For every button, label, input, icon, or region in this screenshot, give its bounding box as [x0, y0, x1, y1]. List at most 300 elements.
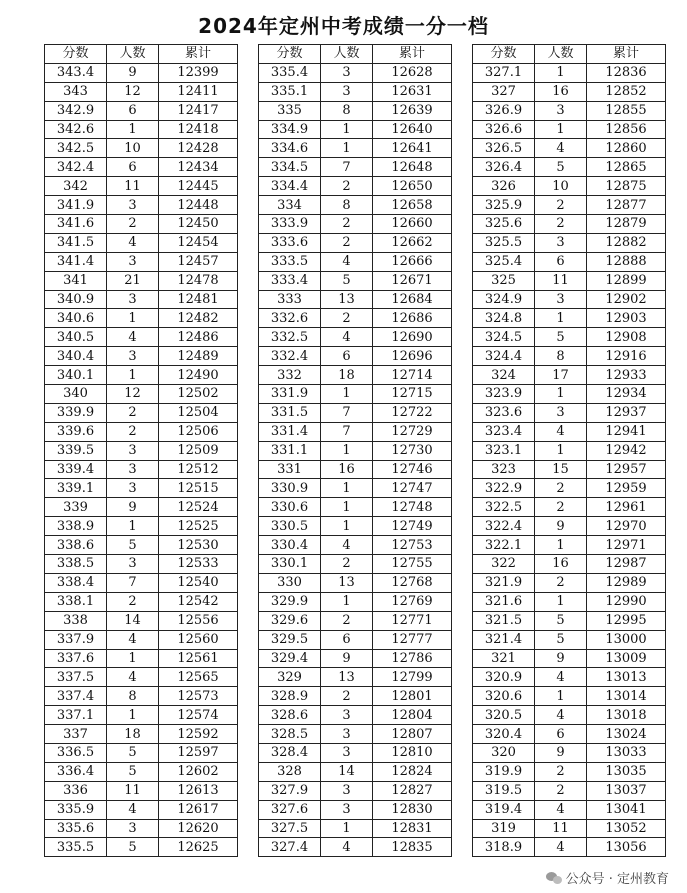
cell-cumulative: 13009: [587, 649, 666, 668]
cell-count: 3: [535, 233, 587, 252]
cell-cumulative: 13018: [587, 706, 666, 725]
cell-count: 5: [535, 630, 587, 649]
table-row: [45, 347, 238, 366]
cell-count: 10: [535, 177, 587, 196]
cell-cumulative: 12597: [159, 743, 238, 762]
table-row: [45, 819, 238, 838]
cell-cumulative: 12399: [159, 63, 238, 82]
cell-cumulative: 12620: [159, 819, 238, 838]
cell-cumulative: 12530: [159, 536, 238, 555]
table-row: [473, 762, 666, 781]
cell-cumulative: 12933: [587, 366, 666, 385]
cell-cumulative: 12755: [373, 555, 452, 574]
table-row: [259, 838, 452, 857]
cell-count: 2: [535, 781, 587, 800]
cell-count: 13: [321, 290, 373, 309]
cell-count: 10: [107, 139, 159, 158]
cell-score: 333.5: [259, 252, 321, 271]
cell-cumulative: 12748: [373, 498, 452, 517]
cell-count: 9: [107, 498, 159, 517]
cell-cumulative: 12411: [159, 82, 238, 101]
cell-score: 338.5: [45, 555, 107, 574]
cell-score: 335.9: [45, 800, 107, 819]
cell-count: 1: [107, 309, 159, 328]
cell-cumulative: 12489: [159, 347, 238, 366]
cell-score: 321.4: [473, 630, 535, 649]
table-row: [45, 573, 238, 592]
table-row: [473, 498, 666, 517]
table-row: [45, 385, 238, 404]
cell-score: 338.9: [45, 517, 107, 536]
cell-count: 2: [321, 309, 373, 328]
cell-cumulative: 13035: [587, 762, 666, 781]
cell-count: 1: [321, 479, 373, 498]
cell-cumulative: 13037: [587, 781, 666, 800]
table-row: [473, 120, 666, 139]
cell-cumulative: 12804: [373, 706, 452, 725]
cell-count: 5: [535, 611, 587, 630]
cell-cumulative: 12937: [587, 403, 666, 422]
cell-cumulative: 12565: [159, 668, 238, 687]
cell-cumulative: 12934: [587, 385, 666, 404]
table-row: [473, 592, 666, 611]
cell-count: 2: [321, 233, 373, 252]
cell-cumulative: 12827: [373, 781, 452, 800]
table-row: [45, 120, 238, 139]
cell-count: 3: [321, 82, 373, 101]
cell-count: 3: [535, 403, 587, 422]
cell-count: 5: [535, 158, 587, 177]
table-row: [473, 706, 666, 725]
cell-score: 335.4: [259, 63, 321, 82]
table-row: [259, 385, 452, 404]
table-row: [45, 441, 238, 460]
cell-count: 1: [535, 536, 587, 555]
cell-count: 3: [107, 347, 159, 366]
cell-score: 338.6: [45, 536, 107, 555]
cell-cumulative: 12418: [159, 120, 238, 139]
cell-cumulative: 12625: [159, 838, 238, 857]
watermark: [546, 868, 669, 887]
cell-score: 323: [473, 460, 535, 479]
cell-score: 342: [45, 177, 107, 196]
cell-score: 323.1: [473, 441, 535, 460]
cell-count: 3: [107, 479, 159, 498]
cell-cumulative: 12875: [587, 177, 666, 196]
cell-count: 1: [535, 309, 587, 328]
cell-count: 4: [535, 422, 587, 441]
cell-score: 339.6: [45, 422, 107, 441]
cell-score: 330.1: [259, 555, 321, 574]
cell-cumulative: 12617: [159, 800, 238, 819]
cell-cumulative: 12882: [587, 233, 666, 252]
cell-score: 326.6: [473, 120, 535, 139]
cell-score: 339.5: [45, 441, 107, 460]
cell-score: 325.6: [473, 215, 535, 234]
cell-cumulative: 12810: [373, 743, 452, 762]
cell-score: 342.4: [45, 158, 107, 177]
table-row: [473, 82, 666, 101]
cell-count: 5: [321, 271, 373, 290]
cell-cumulative: 12560: [159, 630, 238, 649]
cell-cumulative: 12450: [159, 215, 238, 234]
cell-score: 341.5: [45, 233, 107, 252]
cell-score: 334: [259, 196, 321, 215]
cell-count: 14: [107, 611, 159, 630]
table-row: [45, 177, 238, 196]
table-row: [259, 479, 452, 498]
cell-score: 330.9: [259, 479, 321, 498]
cell-count: 1: [321, 441, 373, 460]
cell-score: 332: [259, 366, 321, 385]
cell-score: 330.6: [259, 498, 321, 517]
header-cumulative: 累计: [373, 45, 452, 64]
cell-cumulative: 12504: [159, 403, 238, 422]
cell-count: 4: [107, 668, 159, 687]
cell-count: 16: [535, 82, 587, 101]
cell-cumulative: 12916: [587, 347, 666, 366]
cell-score: 324.5: [473, 328, 535, 347]
cell-count: 2: [535, 479, 587, 498]
cell-score: 333.4: [259, 271, 321, 290]
cell-count: 9: [535, 743, 587, 762]
cell-count: 6: [535, 725, 587, 744]
cell-count: 1: [321, 498, 373, 517]
cell-cumulative: 12836: [587, 63, 666, 82]
table-row: [45, 233, 238, 252]
cell-score: 324.4: [473, 347, 535, 366]
table-row: [259, 498, 452, 517]
table-row: [473, 838, 666, 857]
cell-count: 6: [321, 347, 373, 366]
cell-score: 334.9: [259, 120, 321, 139]
cell-count: 1: [107, 517, 159, 536]
cell-cumulative: 12515: [159, 479, 238, 498]
cell-score: 340: [45, 385, 107, 404]
cell-count: 3: [107, 252, 159, 271]
cell-count: 5: [107, 743, 159, 762]
cell-cumulative: 12506: [159, 422, 238, 441]
cell-count: 18: [107, 725, 159, 744]
cell-cumulative: 13014: [587, 687, 666, 706]
cell-cumulative: 12989: [587, 573, 666, 592]
cell-cumulative: 12690: [373, 328, 452, 347]
cell-count: 12: [107, 385, 159, 404]
cell-score: 319.9: [473, 762, 535, 781]
cell-count: 4: [535, 838, 587, 857]
cell-cumulative: 12747: [373, 479, 452, 498]
table-row: [473, 328, 666, 347]
cell-cumulative: 12899: [587, 271, 666, 290]
table-row: [45, 668, 238, 687]
cell-cumulative: 12771: [373, 611, 452, 630]
cell-score: 333.9: [259, 215, 321, 234]
cell-cumulative: 12865: [587, 158, 666, 177]
table-row: [473, 271, 666, 290]
cell-cumulative: 12648: [373, 158, 452, 177]
table-row: [259, 725, 452, 744]
cell-score: 343.4: [45, 63, 107, 82]
cell-score: 323.4: [473, 422, 535, 441]
header-count: 人数: [107, 45, 159, 64]
cell-count: 5: [107, 536, 159, 555]
cell-score: 328.5: [259, 725, 321, 744]
cell-score: 324.8: [473, 309, 535, 328]
table-row: [259, 328, 452, 347]
cell-score: 338: [45, 611, 107, 630]
table-row: [473, 668, 666, 687]
table-row: [259, 706, 452, 725]
table-row: [473, 555, 666, 574]
table-row: [473, 177, 666, 196]
header-count: 人数: [321, 45, 373, 64]
table-row: [259, 366, 452, 385]
cell-cumulative: 12592: [159, 725, 238, 744]
cell-score: 318.9: [473, 838, 535, 857]
cell-cumulative: 12524: [159, 498, 238, 517]
cell-cumulative: 12714: [373, 366, 452, 385]
cell-cumulative: 12631: [373, 82, 452, 101]
table-row: [45, 517, 238, 536]
cell-count: 2: [535, 196, 587, 215]
header-score: 分数: [45, 45, 107, 64]
table-row: [473, 630, 666, 649]
cell-score: 341: [45, 271, 107, 290]
table-row: [473, 347, 666, 366]
cell-cumulative: 12835: [373, 838, 452, 857]
table-header-row: [259, 45, 452, 64]
table-row: [473, 441, 666, 460]
cell-cumulative: 12628: [373, 63, 452, 82]
cell-count: 4: [321, 328, 373, 347]
cell-cumulative: 12650: [373, 177, 452, 196]
cell-score: 334.6: [259, 139, 321, 158]
cell-count: 1: [321, 819, 373, 838]
table-row: [45, 536, 238, 555]
table-row: [473, 101, 666, 120]
cell-count: 6: [107, 158, 159, 177]
cell-score: 321.9: [473, 573, 535, 592]
cell-count: 2: [535, 215, 587, 234]
cell-cumulative: 12602: [159, 762, 238, 781]
cell-cumulative: 12540: [159, 573, 238, 592]
cell-score: 339.4: [45, 460, 107, 479]
cell-cumulative: 12454: [159, 233, 238, 252]
cell-cumulative: 12457: [159, 252, 238, 271]
cell-count: 2: [535, 762, 587, 781]
cell-count: 2: [321, 555, 373, 574]
cell-cumulative: 12902: [587, 290, 666, 309]
table-row: [259, 63, 452, 82]
cell-cumulative: 12768: [373, 573, 452, 592]
cell-count: 9: [535, 649, 587, 668]
cell-cumulative: 12852: [587, 82, 666, 101]
table-row: [45, 630, 238, 649]
table-row: [45, 555, 238, 574]
table-row: [259, 196, 452, 215]
cell-count: 4: [107, 233, 159, 252]
table-row: [473, 366, 666, 385]
cell-count: 2: [321, 177, 373, 196]
table-row: [259, 309, 452, 328]
cell-cumulative: 12715: [373, 385, 452, 404]
table-row: [45, 403, 238, 422]
cell-cumulative: 12957: [587, 460, 666, 479]
cell-cumulative: 12941: [587, 422, 666, 441]
cell-score: 322: [473, 555, 535, 574]
cell-score: 335.5: [45, 838, 107, 857]
cell-count: 14: [321, 762, 373, 781]
cell-score: 326.5: [473, 139, 535, 158]
cell-score: 333: [259, 290, 321, 309]
cell-count: 3: [535, 101, 587, 120]
table-row: [473, 649, 666, 668]
cell-count: 7: [321, 158, 373, 177]
cell-cumulative: 12942: [587, 441, 666, 460]
table-row: [259, 517, 452, 536]
cell-cumulative: 12987: [587, 555, 666, 574]
cell-cumulative: 12879: [587, 215, 666, 234]
cell-cumulative: 12830: [373, 800, 452, 819]
table-row: [45, 592, 238, 611]
cell-count: 3: [321, 743, 373, 762]
cell-cumulative: 12753: [373, 536, 452, 555]
table-row: [45, 196, 238, 215]
cell-score: 322.1: [473, 536, 535, 555]
cell-score: 322.9: [473, 479, 535, 498]
table-row: [45, 460, 238, 479]
cell-count: 7: [107, 573, 159, 592]
cell-score: 331.5: [259, 403, 321, 422]
table-row: [259, 139, 452, 158]
cell-count: 4: [535, 668, 587, 687]
cell-cumulative: 12573: [159, 687, 238, 706]
cell-count: 13: [321, 573, 373, 592]
table-row: [259, 347, 452, 366]
cell-score: 325.4: [473, 252, 535, 271]
cell-score: 340.9: [45, 290, 107, 309]
cell-score: 321.6: [473, 592, 535, 611]
cell-score: 327.1: [473, 63, 535, 82]
cell-count: 1: [535, 592, 587, 611]
table-row: [259, 82, 452, 101]
cell-count: 17: [535, 366, 587, 385]
cell-score: 341.4: [45, 252, 107, 271]
table-row: [45, 725, 238, 744]
cell-cumulative: 12509: [159, 441, 238, 460]
cell-score: 330: [259, 573, 321, 592]
table-row: [473, 196, 666, 215]
table-row: [45, 290, 238, 309]
cell-count: 5: [107, 762, 159, 781]
cell-count: 12: [107, 82, 159, 101]
cell-cumulative: 12995: [587, 611, 666, 630]
cell-score: 323.9: [473, 385, 535, 404]
table-row: [473, 460, 666, 479]
cell-count: 6: [321, 630, 373, 649]
cell-count: 9: [107, 63, 159, 82]
cell-score: 340.1: [45, 366, 107, 385]
cell-score: 324.9: [473, 290, 535, 309]
cell-score: 338.1: [45, 592, 107, 611]
cell-count: 3: [107, 196, 159, 215]
header-count: 人数: [535, 45, 587, 64]
cell-count: 2: [107, 403, 159, 422]
cell-score: 329.5: [259, 630, 321, 649]
table-row: [473, 517, 666, 536]
cell-score: 325.5: [473, 233, 535, 252]
cell-count: 1: [535, 687, 587, 706]
table-row: [473, 573, 666, 592]
cell-cumulative: 12417: [159, 101, 238, 120]
cell-count: 1: [107, 706, 159, 725]
cell-score: 343: [45, 82, 107, 101]
table-row: [473, 536, 666, 555]
cell-count: 1: [321, 385, 373, 404]
cell-count: 1: [535, 441, 587, 460]
cell-score: 335.1: [259, 82, 321, 101]
table-row: [473, 215, 666, 234]
cell-count: 2: [321, 611, 373, 630]
cell-count: 9: [535, 517, 587, 536]
cell-count: 3: [321, 63, 373, 82]
cell-cumulative: 12777: [373, 630, 452, 649]
cell-count: 3: [321, 781, 373, 800]
cell-score: 329.9: [259, 592, 321, 611]
cell-score: 340.4: [45, 347, 107, 366]
table-row: [473, 611, 666, 630]
cell-count: 2: [107, 215, 159, 234]
cell-count: 15: [535, 460, 587, 479]
table-row: [259, 403, 452, 422]
cell-cumulative: 12769: [373, 592, 452, 611]
cell-cumulative: 12574: [159, 706, 238, 725]
table-row: [45, 611, 238, 630]
cell-count: 4: [321, 536, 373, 555]
cell-count: 11: [107, 781, 159, 800]
cell-count: 1: [107, 120, 159, 139]
cell-count: 4: [535, 706, 587, 725]
cell-cumulative: 12860: [587, 139, 666, 158]
cell-cumulative: 12729: [373, 422, 452, 441]
cell-cumulative: 12971: [587, 536, 666, 555]
cell-cumulative: 12888: [587, 252, 666, 271]
table-row: [473, 687, 666, 706]
cell-count: 21: [107, 271, 159, 290]
cell-cumulative: 12482: [159, 309, 238, 328]
cell-score: 337.9: [45, 630, 107, 649]
cell-count: 7: [321, 403, 373, 422]
cell-count: 3: [321, 800, 373, 819]
cell-count: 2: [107, 592, 159, 611]
cell-cumulative: 12730: [373, 441, 452, 460]
table-row: [259, 271, 452, 290]
cell-score: 336.5: [45, 743, 107, 762]
table-row: [259, 555, 452, 574]
watermark-text: 公众号 · 定州教育: [565, 872, 669, 887]
cell-count: 3: [321, 725, 373, 744]
cell-score: 342.9: [45, 101, 107, 120]
table-row: [259, 819, 452, 838]
cell-cumulative: 12970: [587, 517, 666, 536]
table-row: [45, 498, 238, 517]
table-row: [259, 441, 452, 460]
cell-score: 336: [45, 781, 107, 800]
table-row: [45, 158, 238, 177]
cell-score: 331: [259, 460, 321, 479]
cell-score: 331.1: [259, 441, 321, 460]
table-row: [259, 762, 452, 781]
